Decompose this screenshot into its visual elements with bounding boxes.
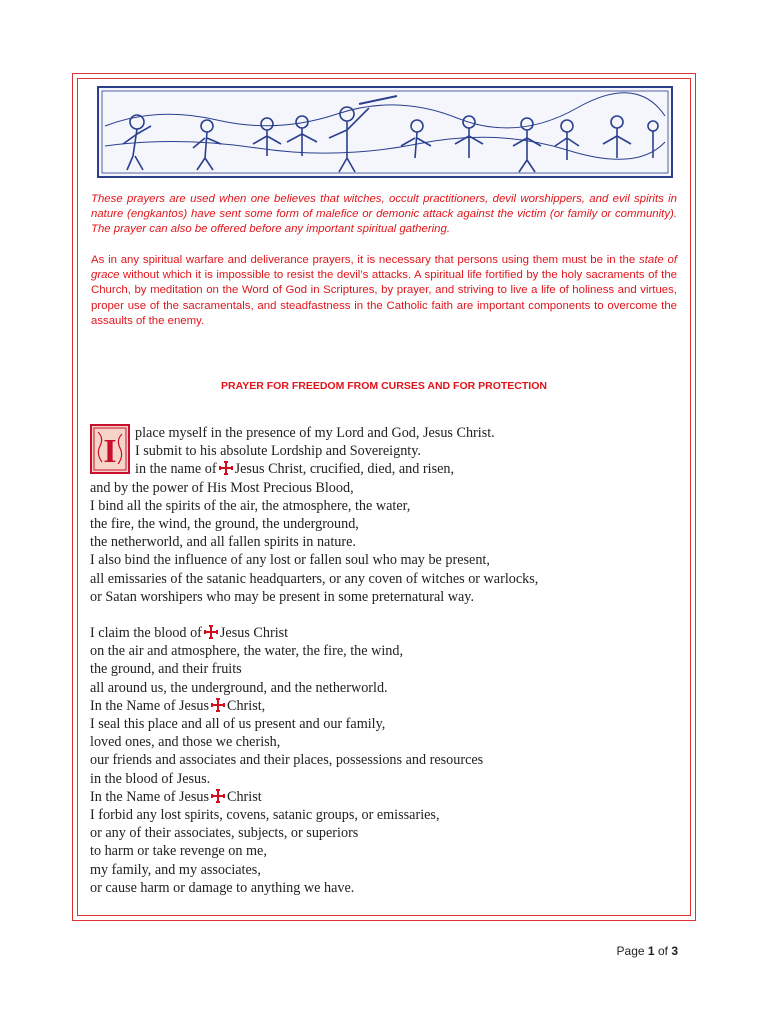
- prayer-line: I also bind the influence of any lost or fallen soul who may be present,: [90, 552, 490, 569]
- stanza-break: [90, 606, 670, 624]
- prayer-line: I seal this place and all of us present and our family,: [90, 716, 386, 732]
- prayer-line: I bind all the spirits of the air, the atmosphere, the water,: [90, 497, 411, 514]
- prayer-line: the netherworld, and all fallen spirits in nature.: [90, 534, 356, 551]
- prayer-line: I forbid any lost spirits, covens, satanic groups, or emissaries,: [90, 806, 440, 823]
- prayer-line: my family, and my associates,: [90, 861, 261, 878]
- cross-icon: [204, 625, 218, 639]
- prayer-line: In the Name of Jesus Christ,: [90, 697, 266, 714]
- prayer-line: in the name of Jesus Christ, crucified, died, and risen,: [135, 461, 455, 478]
- prayer-line: I submit to his absolute Lordship and Sovereignty.: [135, 443, 421, 460]
- prayer-line: all around us, the underground, and the netherworld.: [90, 679, 388, 696]
- prayer-line: to harm or take revenge on me,: [90, 843, 267, 860]
- prayer-line: our friends and associates and their places, possessions and resources: [90, 752, 484, 769]
- svg-text:I: I: [103, 433, 117, 470]
- prayer-line: or any of their associates, subjects, or superiors: [90, 825, 359, 842]
- prayer-line: and by the power of His Most Precious Blood,: [90, 479, 354, 496]
- prayer-body: [90, 424, 670, 897]
- prayer-line: or cause harm or damage to anything we have.: [90, 879, 355, 896]
- state-of-grace-emphasis: state of grace: [91, 254, 677, 282]
- intro-paragraph-2: As in any spiritual warfare and deliverance prayers, it is necessary that persons using them must be in the state of grace without which it is impossible to resist the devil’s attacks. A spiritual life fortified by the holy sacraments of the Church, by meditation on the Word of God in Scriptures, by prayer, and striving to live a life of holiness and virtues, proper use of the sacramentals, and steadfastness in the Catholic faith are important components to overcome the assaults of the enemy.: [91, 254, 677, 327]
- intro-paragraph-1: These prayers are used when one believes that witches, occult practitioners, devil worshippers, and evil spirits in nature (engkantos) have sent some form of malefice or demonic attack against the victim (or family or community). The prayer can also be offered before any important spiritual gathering.: [91, 193, 677, 236]
- prayer-line: the fire, the wind, the ground, the underground,: [90, 515, 359, 532]
- prayer-line: on the air and atmosphere, the water, the fire, the wind,: [90, 643, 404, 660]
- cross-icon: [211, 698, 225, 712]
- prayer-line: all emissaries of the satanic headquarters, or any coven of witches or warlocks,: [90, 570, 539, 587]
- cross-icon: [219, 461, 233, 475]
- prayer-line: In the Name of Jesus Christ: [90, 788, 262, 805]
- prayer-line: the ground, and their fruits: [90, 661, 242, 678]
- cross-icon: [211, 789, 225, 803]
- prayer-line: loved ones, and those we cherish,: [90, 734, 281, 751]
- icon-banner-illustration: [97, 86, 673, 178]
- prayer-line: place myself in the presence of my Lord and God, Jesus Christ.: [135, 425, 495, 441]
- prayer-line: I claim the blood of Jesus Christ: [90, 625, 289, 642]
- prayer-heading: PRAYER FOR FREEDOM FROM CURSES AND FOR PROTECTION: [221, 380, 547, 392]
- page-number: Page 1 of 3: [616, 944, 678, 958]
- prayer-line: in the blood of Jesus.: [90, 770, 211, 787]
- prayer-line: or Satan worshipers who may be present in some preternatural way.: [90, 588, 474, 605]
